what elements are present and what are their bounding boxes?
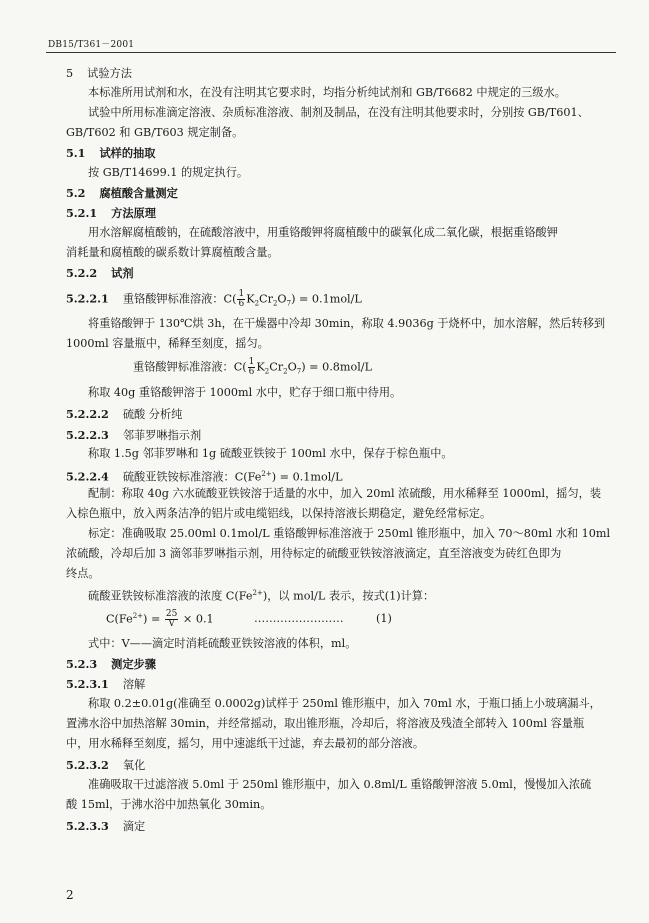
formula-subscript: 2 — [264, 367, 270, 376]
formula-c-close: ) — [301, 360, 306, 374]
concentration-value: = 0.1mol/L — [295, 292, 362, 306]
paragraph: 消耗量和腐植酸的碳系数计算腐植酸含量。 — [66, 246, 279, 259]
fraction-numerator: 1 — [248, 357, 255, 367]
paragraph: 准确吸取干过滤溶液 5.0ml 于 250ml 锥形瓶中，加入 0.8ml/L 重铬酸钾溶液 5.0ml，慢慢加入浓硫 — [88, 778, 592, 791]
heading-number: 5.2.3.3 — [66, 819, 109, 833]
fraction — [248, 358, 256, 377]
heading-5 — [66, 67, 132, 81]
paragraph: 称取 0.2±0.01g(准确至 0.0002g)试样于 250ml 锥形瓶中，加入 70ml 水，于瓶口插上小玻璃漏斗， — [88, 697, 601, 710]
heading-number: 5.2.2 — [66, 266, 98, 280]
formula-superscript: 2+ — [252, 589, 263, 597]
formula-line — [133, 358, 372, 379]
formula-subscript: 7 — [286, 299, 292, 308]
header-rule — [46, 52, 616, 53]
heading-5-2 — [66, 186, 178, 200]
paragraph: 酸 15ml，于沸水浴中加热氧化 30min。 — [66, 798, 272, 811]
formula-c-open: C( — [233, 360, 247, 374]
heading-5-2-2-2 — [66, 407, 182, 422]
equation-number: (1) — [376, 612, 392, 625]
heading-5-2-1 — [66, 206, 156, 220]
paragraph: 中，用水稀释至刻度，摇匀，用中速滤纸干过滤，弃去最初的部分溶液。 — [66, 737, 425, 750]
fraction-denominator: V — [168, 619, 175, 630]
heading-number: 5.2.3 — [66, 657, 98, 671]
heading-number: 5.2.2.4 — [66, 469, 109, 484]
formula-superscript: 2+ — [261, 470, 272, 478]
formula-cr: Cr — [269, 360, 284, 374]
heading-5-1 — [66, 146, 155, 160]
equation-1 — [106, 609, 214, 629]
paragraph: 本标准所用试剂和水，在没有注明其它要求时，均指分析纯试剂和 GB/T6682 中规定的三级水。 — [88, 86, 566, 99]
heading-number: 5.2.3.2 — [66, 758, 109, 772]
heading-title: 滴定 — [122, 820, 146, 833]
text-run: )，以 mol/L 表示，按式(1)计算： — [262, 589, 435, 603]
fraction-denominator: 6 — [238, 299, 245, 309]
paragraph: 称取 40g 重铬酸钾溶于 1000ml 水中，贮存于细口瓶中待用。 — [88, 386, 402, 399]
heading-number: 5.1 — [66, 146, 86, 160]
fraction-denominator: 6 — [248, 367, 255, 377]
fraction-numerator: 25 — [165, 609, 178, 620]
heading-5-2-3-1 — [66, 677, 145, 692]
formula-k: K — [256, 360, 265, 374]
heading-title: 溶解 — [122, 678, 146, 691]
formula-superscript: 2+ — [132, 612, 144, 620]
heading-5-2-2-3 — [66, 428, 201, 443]
heading-5-2-3 — [66, 657, 156, 671]
heading-number: 5.2 — [66, 186, 86, 200]
paragraph: 按 GB/T14699.1 的规定执行。 — [88, 166, 249, 179]
formula-o: O — [277, 292, 287, 306]
heading-title: 方法原理 — [111, 206, 156, 220]
formula-c-close: ) — [291, 292, 296, 306]
fraction-numerator: 1 — [238, 289, 245, 299]
paragraph: 入棕色瓶中，放入两条洁净的铝片或电缆铝线，以保持溶液长期稳定，避免经常标定。 — [66, 507, 492, 520]
formula-k: K — [246, 292, 255, 306]
heading-number: 5.2.2.3 — [66, 428, 109, 442]
paragraph: 用水溶解腐植酸钠，在硫酸溶液中，用重铬酸钾将腐植酸中的碳氧化成二氧化碳，根据重铬酸钾 — [88, 226, 558, 239]
heading-number: 5 — [66, 67, 74, 80]
heading-title: 测定步骤 — [111, 657, 156, 671]
formula-c-open: C( — [223, 292, 237, 306]
solution-name: 重铬酸钾标准溶液： — [133, 360, 234, 374]
paragraph: 式中：V——滴定时消耗硫酸亚铁铵溶液的体积，ml。 — [88, 637, 357, 650]
heading-5-2-2-4 — [66, 467, 343, 485]
formula-subscript: 2 — [254, 299, 260, 308]
fraction — [165, 610, 178, 629]
equation-equals: ) = — [143, 612, 164, 626]
paragraph: 终点。 — [66, 567, 100, 580]
heading-5-2-3-2 — [66, 758, 145, 773]
solution-name: 重铬酸钾标准溶液： — [122, 292, 224, 306]
paragraph: 试验中所用标准滴定溶液、杂质标准溶液、制剂及制品，在没有注明其他要求时，分别按 GB/T601、 — [88, 106, 589, 119]
heading-number: 5.2.1 — [66, 206, 98, 220]
paragraph: 浓硫酸，冷却后加 3 滴邻菲罗啉指示剂，用待标定的硫酸亚铁铵溶液滴定，直至溶液变为砖红色即为 — [66, 547, 562, 560]
heading-5-2-2 — [66, 266, 134, 280]
paragraph: 称取 1.5g 邻菲罗啉和 1g 硫酸亚铁铵于 100ml 水中，保存于棕色瓶中。 — [88, 447, 453, 460]
formula-subscript: 2 — [272, 299, 278, 308]
paragraph: 置沸水浴中加热溶解 30min，并经常摇动，取出锥形瓶，冷却后，将溶液及残渣全部转入 100ml 容量瓶 — [66, 717, 585, 730]
paragraph: 1000ml 容量瓶中，稀释至刻度，摇匀。 — [66, 337, 269, 350]
paragraph: 将重铬酸钾于 130℃烘 3h，在干燥器中冷却 30min，称取 4.9036g 于烧杯中，加水溶解，然后转移到 — [88, 317, 606, 330]
heading-number: 5.2.2.1 — [66, 291, 109, 306]
equation-tail: × 0.1 — [179, 612, 214, 626]
heading-title: 试验方法 — [87, 67, 132, 80]
heading-title: 氧化 — [122, 759, 146, 772]
solution-name: 硫酸亚铁铵标准溶液：C(Fe — [122, 470, 262, 484]
heading-title: 腐植酸含量测定 — [99, 186, 178, 200]
paragraph — [88, 586, 434, 604]
fraction — [237, 290, 245, 309]
heading-number: 5.2.3.1 — [66, 677, 109, 691]
paragraph: GB/T602 和 GB/T603 规定制备。 — [66, 126, 244, 139]
formula-cr: Cr — [259, 292, 273, 306]
formula-subscript: 2 — [283, 367, 288, 376]
heading-5-2-3-3 — [66, 819, 145, 834]
equation-lhs: C(Fe — [106, 612, 133, 626]
paragraph: 标定：准确吸取 25.00ml 0.1mol/L 重铬酸钾标准溶液于 250ml 锥形瓶中，加入 70～80ml 水和 10ml — [88, 527, 611, 540]
header-standard-number: DB15/T361－2001 — [48, 40, 135, 50]
formula-subscript: 7 — [296, 367, 302, 376]
heading-5-2-2-1 — [66, 290, 362, 311]
heading-number: 5.2.2.2 — [66, 407, 109, 421]
formula-o: O — [287, 360, 297, 374]
page-number: 2 — [66, 888, 74, 902]
equation-leader-dots: …………………… — [254, 612, 344, 625]
concentration-value: = 0.8mol/L — [305, 360, 373, 374]
heading-title: 试样的抽取 — [99, 146, 156, 160]
heading-title: 邻菲罗啉指示剂 — [122, 429, 202, 442]
text-run: 硫酸亚铁铵标准溶液的浓度 C(Fe — [88, 589, 253, 603]
concentration-value: ) = 0.1mol/L — [271, 470, 343, 484]
heading-title: 硫酸 分析纯 — [122, 408, 183, 421]
heading-title: 试剂 — [111, 266, 134, 280]
paragraph: 配制：称取 40g 六水硫酸亚铁铵溶于适量的水中，加入 20ml 浓硫酸，用水稀释至 1000ml，摇匀，装 — [88, 487, 602, 500]
